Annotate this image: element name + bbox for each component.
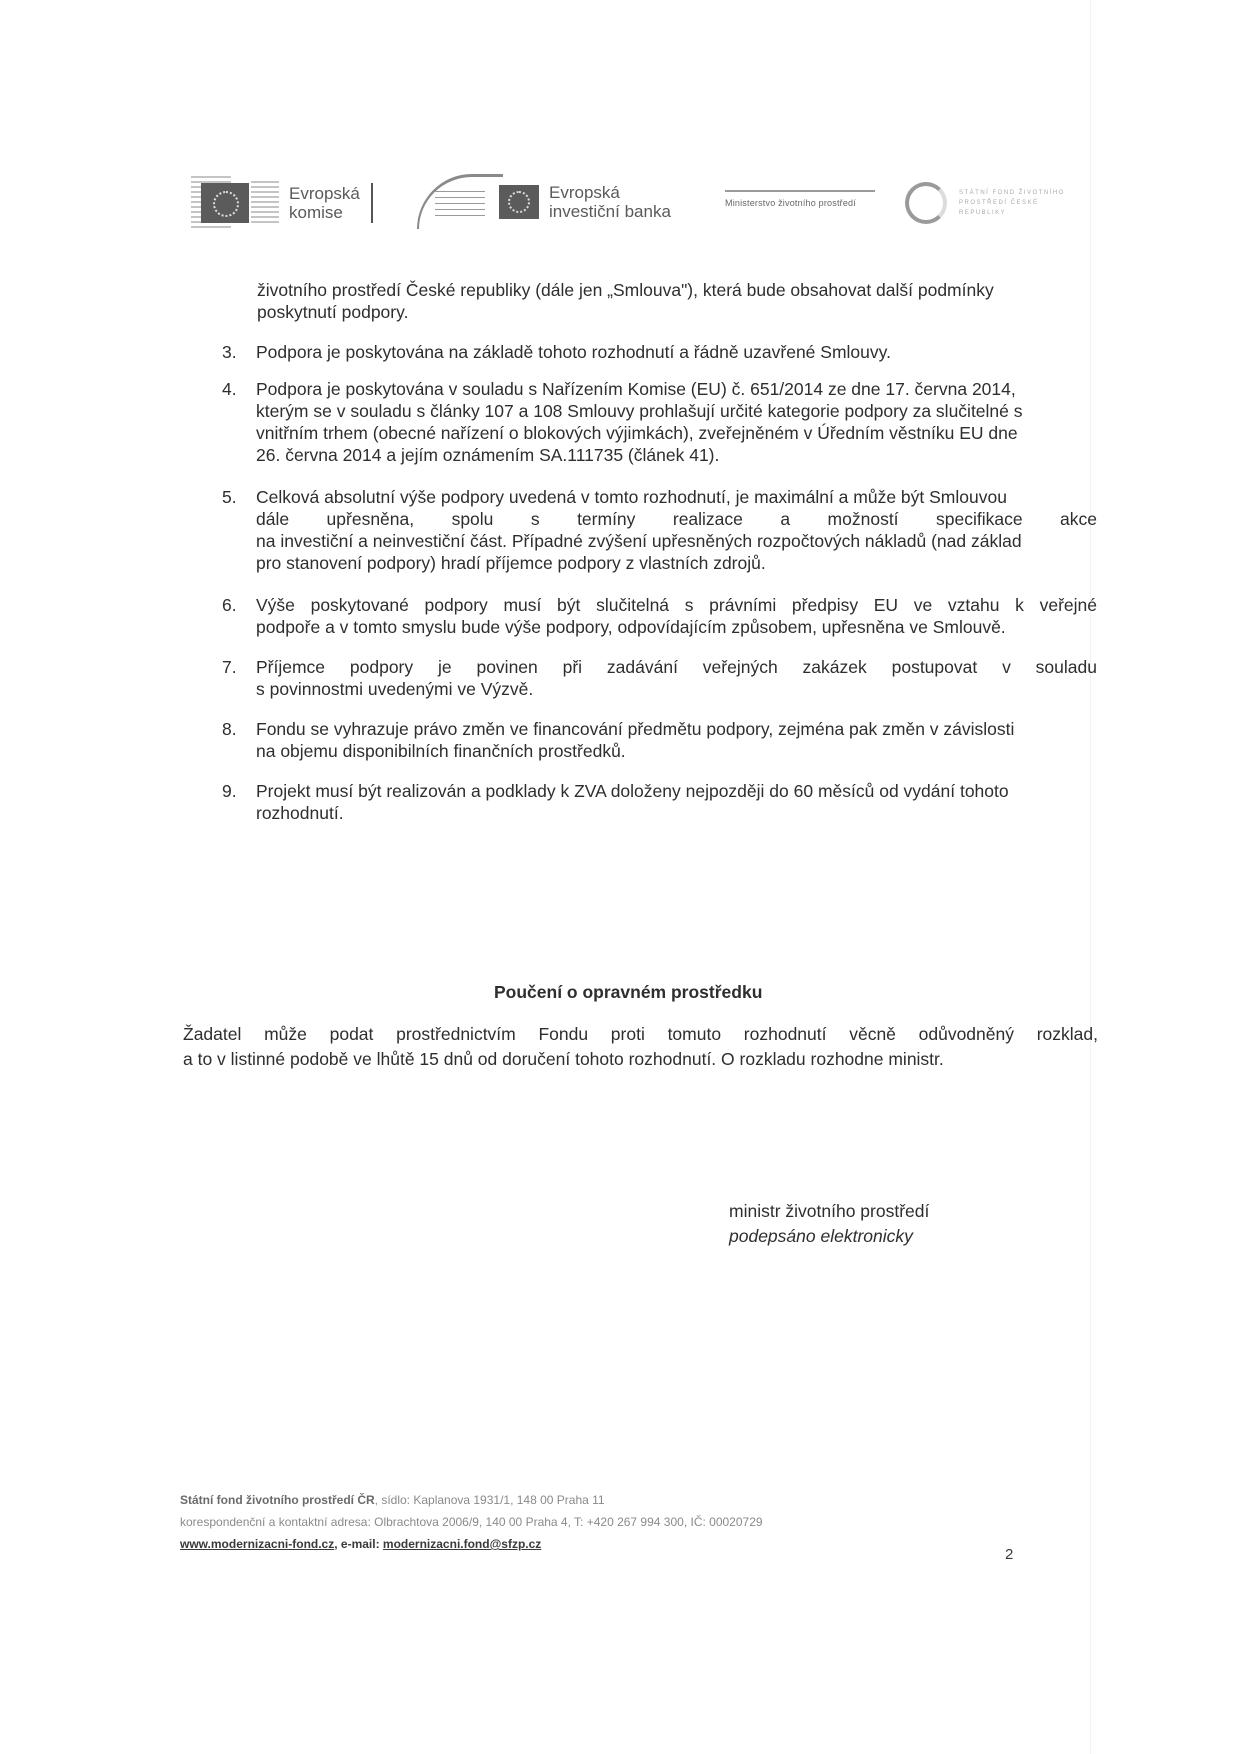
sfzp-logo: [905, 182, 1079, 224]
footer-email-link[interactable]: modernizacni.fond@sfzp.cz: [382, 1537, 542, 1551]
signature-block: [729, 1199, 929, 1249]
remedy-line: Žadatel může podat prostřednictvím Fondu proti tomuto rozhodnutí věcně odůvodněný rozklad,: [183, 1024, 1098, 1044]
item-number: 3.: [222, 342, 237, 362]
item-line: podpoře a v tomto smyslu bude výše podpory, odpovídajícím způsobem, upřesněna ve Smlouvě.: [256, 617, 1006, 637]
footer-line-1: [180, 1489, 1040, 1511]
item-line: rozhodnutí.: [256, 803, 344, 823]
footer-web-link[interactable]: www.modernizacni-fond.cz: [180, 1537, 335, 1551]
item-number: 7.: [222, 657, 237, 677]
eib-logo: [417, 174, 679, 229]
eib-swoosh-icon: [417, 174, 503, 229]
remedy-title: Poučení o opravném prostředku: [494, 982, 763, 1002]
signature-status: podepsáno elektronicky: [729, 1226, 913, 1246]
footer-seat: , sídlo: Kaplanova 1931/1, 148 00 Praha 11: [374, 1493, 605, 1507]
intro-line: životního prostředí České republiky (dále jen „Smlouva"), která bude obsahovat další podmínky: [257, 280, 994, 300]
item-line: Fondu se vyhrazuje právo změn ve financování předmětu podpory, zejména pak změn v závislosti: [256, 719, 1015, 739]
item-number: 9.: [222, 781, 237, 801]
eu-flag-icon: [201, 183, 249, 223]
item-line: Příjemce podpory je povinen při zadávání veřejných zakázek postupovat v souladu: [256, 657, 1097, 677]
item-line: Projekt musí být realizován a podklady k ZVA doloženy nejpozději do 60 měsíců od vydání tohoto: [256, 781, 1009, 801]
sfzp-circle-icon: [905, 182, 947, 224]
ec-label: Evropská komise: [289, 184, 360, 222]
intro-line: poskytnutí podpory.: [257, 302, 409, 322]
eib-label: Evropská investiční banka: [549, 182, 671, 221]
footer-org: Státní fond životního prostředí ČR: [180, 1493, 375, 1507]
item-line: s povinnostmi uvedenými ve Výzvě.: [256, 679, 534, 699]
item-line: dále upřesněna, spolu s termíny realizace a možností specifikace akce: [256, 509, 1097, 529]
ec-divider: [371, 183, 373, 223]
scan-edge: [1090, 0, 1091, 1754]
signatory-role: ministr životního prostředí: [729, 1201, 930, 1221]
footer-correspondence: korespondenční a kontaktní adresa: Olbrachtova 2006/9, 140 00 Praha 4, T: +420 267 994 300, IČ: 00020729: [180, 1515, 763, 1529]
item-number: 6.: [222, 595, 237, 615]
ec-building-icon: [251, 181, 279, 225]
item-line: 26. června 2014 a jejím oznámením SA.111735 (článek 41).: [256, 445, 720, 465]
item-line: vnitřním trhem (obecné nařízení o blokových výjimkách), zveřejněném v Úředním věstníku EU dne: [256, 423, 1018, 443]
item-line: Podpora je poskytována na základě tohoto rozhodnutí a řádně uzavřené Smlouvy.: [256, 342, 891, 362]
item-line: Podpora je poskytována v souladu s Nařízením Komise (EU) č. 651/2014 ze dne 17. června 2014,: [256, 379, 1016, 399]
item-line: Celková absolutní výše podpory uvedená v tomto rozhodnutí, je maximální a může být Smlouvou: [256, 487, 1007, 507]
footer: [180, 1489, 1040, 1555]
european-commission-logo: [185, 176, 373, 230]
eib-flag-icon: [499, 185, 539, 219]
item-line: kterým se v souladu s články 107 a 108 Smlouvy prohlašují určité kategorie podpory za slučitelné s: [256, 401, 1023, 421]
item-line: Výše poskytované podpory musí být slučitelná s právními předpisy EU ve vztahu k veřejné: [256, 595, 1097, 615]
header-logos: [185, 168, 1085, 258]
footer-line-3: [180, 1533, 1040, 1555]
item-number: 4.: [222, 379, 237, 399]
ministry-label: Ministerstvo životního prostředí: [725, 198, 856, 208]
page-number: 2: [1005, 1546, 1014, 1563]
sfzp-label: STÁTNÍ FOND ŽIVOTNÍHO PROSTŘEDÍ ČESKÉ REPUBLIKY: [959, 190, 1065, 216]
item-number: 8.: [222, 719, 237, 739]
remedy-line: a to v listinné podobě ve lhůtě 15 dnů od doručení tohoto rozhodnutí. O rozkladu rozhodne ministr.: [183, 1049, 944, 1069]
item-line: na objemu disponibilních finančních prostředků.: [256, 741, 626, 761]
item-number: 5.: [222, 487, 237, 507]
item-line: na investiční a neinvestiční část. Případné zvýšení upřesněných rozpočtových nákladů (nad základ: [256, 531, 1022, 551]
item-line: pro stanovení podpory) hradí příjemce podpory z vlastních zdrojů.: [256, 553, 766, 573]
ministry-logo: [725, 190, 875, 208]
footer-email-prefix: , e-mail:: [334, 1537, 383, 1551]
